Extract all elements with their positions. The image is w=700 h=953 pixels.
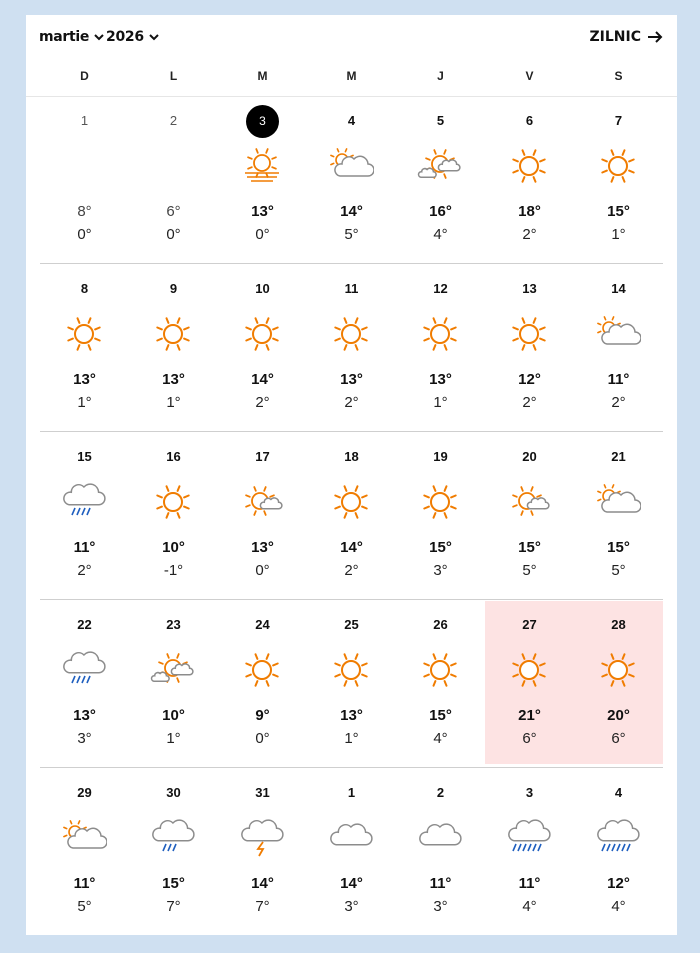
max-temp: 18° xyxy=(518,203,541,220)
weather-icon xyxy=(150,818,196,858)
min-temp: 2° xyxy=(522,394,537,411)
day-cell[interactable] xyxy=(485,601,574,764)
today-date: 3 xyxy=(246,105,279,138)
week-divider xyxy=(40,767,663,768)
heavy-rain-icon xyxy=(506,818,552,858)
weather-icon xyxy=(239,482,285,522)
day-number: 18 xyxy=(344,449,359,464)
daily-view-link[interactable] xyxy=(590,29,663,45)
day-number: 25 xyxy=(344,617,359,632)
max-temp: 11° xyxy=(73,539,96,556)
min-temp: 1° xyxy=(611,226,626,243)
max-temp: 20° xyxy=(607,707,630,724)
weather-icon xyxy=(417,146,463,186)
day-number: 1 xyxy=(80,113,89,128)
weather-icon xyxy=(595,482,641,522)
weekday-label: M xyxy=(257,69,268,83)
day-cell[interactable] xyxy=(485,433,574,596)
max-temp: 13° xyxy=(73,371,96,388)
sun-icon xyxy=(150,482,196,522)
max-temp: 13° xyxy=(162,371,185,388)
day-number: 4 xyxy=(614,785,623,800)
sun-icon xyxy=(150,314,196,354)
sun-icon xyxy=(595,650,641,690)
day-number: 10 xyxy=(255,281,270,296)
day-cell[interactable] xyxy=(307,433,396,596)
max-temp: 13° xyxy=(251,539,274,556)
sun-small-cloud-icon xyxy=(239,482,285,522)
min-temp: 6° xyxy=(611,730,626,747)
light-rain-icon xyxy=(150,818,196,858)
sun-icon xyxy=(506,146,552,186)
max-temp: 21° xyxy=(518,707,541,724)
cloud-icon xyxy=(417,818,463,858)
max-temp: 15° xyxy=(518,539,541,556)
max-temp: 10° xyxy=(162,539,185,556)
day-cell[interactable] xyxy=(40,97,129,260)
max-temp: 8° xyxy=(77,203,92,220)
day-cell[interactable] xyxy=(485,769,574,932)
day-number: 1 xyxy=(347,785,356,800)
min-temp: 1° xyxy=(166,730,181,747)
day-number: 26 xyxy=(433,617,448,632)
min-temp: 2° xyxy=(77,562,92,579)
day-number: 11 xyxy=(344,281,359,296)
day-number: 2 xyxy=(436,785,445,800)
max-temp: 15° xyxy=(607,203,630,220)
weather-icon xyxy=(417,818,463,858)
weather-icon xyxy=(595,314,641,354)
week-divider xyxy=(40,431,663,432)
max-temp: 13° xyxy=(73,707,96,724)
max-temp: 15° xyxy=(429,707,452,724)
day-cell[interactable] xyxy=(218,97,307,260)
min-temp: 7° xyxy=(255,898,270,915)
sun-icon xyxy=(506,650,552,690)
max-temp: 9° xyxy=(255,707,270,724)
day-number: 5 xyxy=(436,113,445,128)
day-cell[interactable] xyxy=(40,265,129,428)
day-cell[interactable] xyxy=(40,601,129,764)
min-temp: 5° xyxy=(611,562,626,579)
max-temp: 13° xyxy=(340,371,363,388)
weather-icon xyxy=(328,482,374,522)
day-cell[interactable] xyxy=(307,97,396,260)
max-temp: 14° xyxy=(340,539,363,556)
min-temp: 1° xyxy=(433,394,448,411)
day-number: 8 xyxy=(80,281,89,296)
none xyxy=(150,146,196,186)
sun-icon xyxy=(417,650,463,690)
min-temp: -1° xyxy=(163,562,184,579)
day-cell[interactable] xyxy=(485,265,574,428)
max-temp: 10° xyxy=(162,707,185,724)
weather-icon xyxy=(506,650,552,690)
max-temp: 16° xyxy=(429,203,452,220)
day-cell[interactable] xyxy=(218,433,307,596)
min-temp: 4° xyxy=(433,226,448,243)
month-selector[interactable] xyxy=(39,29,106,45)
max-temp: 12° xyxy=(607,875,630,892)
weather-icon xyxy=(595,650,641,690)
sun-icon xyxy=(328,650,374,690)
sun-clouds-icon xyxy=(150,650,196,690)
sun-icon xyxy=(239,650,285,690)
day-cell[interactable] xyxy=(396,769,485,932)
day-number: 9 xyxy=(169,281,178,296)
day-cell[interactable] xyxy=(574,433,663,596)
min-temp: 2° xyxy=(611,394,626,411)
weather-icon xyxy=(239,146,285,186)
max-temp: 14° xyxy=(340,203,363,220)
daily-view-label: ZILNIC xyxy=(589,29,641,45)
min-temp: 3° xyxy=(433,562,448,579)
thunderstorm-icon xyxy=(239,818,285,858)
day-number: 24 xyxy=(255,617,270,632)
day-number: 2 xyxy=(169,113,178,128)
weather-icon xyxy=(61,818,107,858)
weather-icon xyxy=(150,314,196,354)
month-label: martie xyxy=(39,29,90,45)
min-temp: 2° xyxy=(255,394,270,411)
day-cell[interactable] xyxy=(129,97,218,260)
sun-fog-icon xyxy=(239,146,285,186)
day-cell[interactable] xyxy=(129,265,218,428)
min-temp: 3° xyxy=(344,898,359,915)
calendar-card xyxy=(26,15,677,935)
day-cell[interactable] xyxy=(574,265,663,428)
day-number: 29 xyxy=(77,785,92,800)
max-temp: 15° xyxy=(607,539,630,556)
day-number: 3 xyxy=(525,785,534,800)
day-cell[interactable] xyxy=(307,601,396,764)
day-number: 14 xyxy=(611,281,626,296)
day-number: 19 xyxy=(433,449,448,464)
none xyxy=(61,146,107,186)
weather-icon xyxy=(328,314,374,354)
min-temp: 1° xyxy=(344,730,359,747)
weather-icon xyxy=(328,650,374,690)
day-number: 27 xyxy=(522,617,537,632)
weekday-label: L xyxy=(169,69,178,83)
week-divider xyxy=(40,263,663,264)
heavy-rain-icon xyxy=(595,818,641,858)
weekday-label: J xyxy=(437,69,444,83)
max-temp: 12° xyxy=(518,371,541,388)
chevron-down-icon xyxy=(92,30,106,44)
min-temp: 0° xyxy=(166,226,181,243)
weather-icon xyxy=(150,650,196,690)
partly-cloudy-icon xyxy=(61,818,107,858)
min-temp: 0° xyxy=(255,226,270,243)
sun-small-cloud-icon xyxy=(506,482,552,522)
day-cell[interactable] xyxy=(574,97,663,260)
weather-icon xyxy=(328,146,374,186)
partly-cloudy-icon xyxy=(595,314,641,354)
sun-icon xyxy=(328,314,374,354)
sun-icon xyxy=(506,314,552,354)
weather-icon xyxy=(506,146,552,186)
min-temp: 5° xyxy=(77,898,92,915)
weather-icon xyxy=(506,482,552,522)
weather-icon xyxy=(61,146,107,186)
day-number: 13 xyxy=(522,281,537,296)
max-temp: 14° xyxy=(251,875,274,892)
day-cell[interactable] xyxy=(129,433,218,596)
day-cell[interactable] xyxy=(307,265,396,428)
sun-icon xyxy=(417,314,463,354)
partly-cloudy-icon xyxy=(328,146,374,186)
min-temp: 0° xyxy=(255,562,270,579)
sun-clouds-icon xyxy=(417,146,463,186)
weekday-label: S xyxy=(614,69,623,83)
calendar-header xyxy=(26,15,677,61)
weather-icon xyxy=(506,314,552,354)
weather-icon xyxy=(150,482,196,522)
sun-icon xyxy=(417,482,463,522)
rain-icon xyxy=(61,482,107,522)
weekday-label: D xyxy=(80,69,89,83)
week-divider xyxy=(40,599,663,600)
min-temp: 2° xyxy=(344,562,359,579)
max-temp: 15° xyxy=(429,539,452,556)
max-temp: 14° xyxy=(251,371,274,388)
day-number: 15 xyxy=(77,449,92,464)
day-cell[interactable] xyxy=(218,769,307,932)
min-temp: 2° xyxy=(522,226,537,243)
max-temp: 11° xyxy=(607,371,630,388)
min-temp: 4° xyxy=(522,898,537,915)
day-cell[interactable] xyxy=(574,601,663,764)
day-number: 7 xyxy=(614,113,623,128)
day-cell[interactable] xyxy=(218,265,307,428)
min-temp: 5° xyxy=(344,226,359,243)
arrow-right-icon xyxy=(647,30,663,44)
day-number: 6 xyxy=(525,113,534,128)
min-temp: 1° xyxy=(166,394,181,411)
sun-icon xyxy=(328,482,374,522)
min-temp: 1° xyxy=(77,394,92,411)
weekday-label: V xyxy=(525,69,534,83)
min-temp: 7° xyxy=(166,898,181,915)
sun-icon xyxy=(61,314,107,354)
partly-cloudy-icon xyxy=(595,482,641,522)
day-cell[interactable] xyxy=(218,601,307,764)
day-cell[interactable] xyxy=(129,769,218,932)
min-temp: 2° xyxy=(344,394,359,411)
chevron-down-icon xyxy=(147,30,161,44)
day-cell[interactable] xyxy=(574,769,663,932)
cloud-icon xyxy=(328,818,374,858)
day-number: 17 xyxy=(255,449,270,464)
weather-icon xyxy=(239,650,285,690)
max-temp: 11° xyxy=(518,875,541,892)
day-number: 21 xyxy=(611,449,626,464)
day-number: 23 xyxy=(166,617,181,632)
day-number: 22 xyxy=(77,617,92,632)
day-cell[interactable] xyxy=(396,265,485,428)
min-temp: 4° xyxy=(611,898,626,915)
weather-icon xyxy=(239,818,285,858)
max-temp: 15° xyxy=(162,875,185,892)
day-cell[interactable] xyxy=(396,601,485,764)
day-cell[interactable] xyxy=(40,433,129,596)
weather-icon xyxy=(417,314,463,354)
max-temp: 6° xyxy=(166,203,181,220)
max-temp: 11° xyxy=(429,875,452,892)
min-temp: 0° xyxy=(77,226,92,243)
sun-icon xyxy=(239,314,285,354)
weather-icon xyxy=(328,818,374,858)
weather-icon xyxy=(595,818,641,858)
day-number: 30 xyxy=(166,785,181,800)
year-label: 2026 xyxy=(106,29,144,45)
max-temp: 14° xyxy=(340,875,363,892)
min-temp: 4° xyxy=(433,730,448,747)
day-cell[interactable] xyxy=(40,769,129,932)
min-temp: 3° xyxy=(77,730,92,747)
weather-icon xyxy=(417,650,463,690)
day-cell[interactable] xyxy=(485,97,574,260)
day-number: 20 xyxy=(522,449,537,464)
weather-icon xyxy=(61,650,107,690)
weather-icon xyxy=(150,146,196,186)
max-temp: 13° xyxy=(251,203,274,220)
min-temp: 5° xyxy=(522,562,537,579)
weather-icon xyxy=(417,482,463,522)
weekday-label: M xyxy=(346,69,357,83)
min-temp: 3° xyxy=(433,898,448,915)
min-temp: 6° xyxy=(522,730,537,747)
weather-icon xyxy=(595,146,641,186)
day-cell[interactable] xyxy=(396,97,485,260)
weather-icon xyxy=(61,482,107,522)
day-number: 31 xyxy=(255,785,270,800)
rain-icon xyxy=(61,650,107,690)
day-number: 4 xyxy=(347,113,356,128)
day-cell[interactable] xyxy=(396,433,485,596)
weather-icon xyxy=(61,314,107,354)
sun-icon xyxy=(595,146,641,186)
max-temp: 13° xyxy=(429,371,452,388)
max-temp: 13° xyxy=(340,707,363,724)
day-number: 28 xyxy=(611,617,626,632)
weather-icon xyxy=(506,818,552,858)
max-temp: 11° xyxy=(73,875,96,892)
weather-icon xyxy=(239,314,285,354)
day-number: 12 xyxy=(433,281,448,296)
year-selector[interactable] xyxy=(106,29,161,45)
day-cell[interactable] xyxy=(307,769,396,932)
day-cell[interactable] xyxy=(129,601,218,764)
min-temp: 0° xyxy=(255,730,270,747)
day-number: 16 xyxy=(166,449,181,464)
